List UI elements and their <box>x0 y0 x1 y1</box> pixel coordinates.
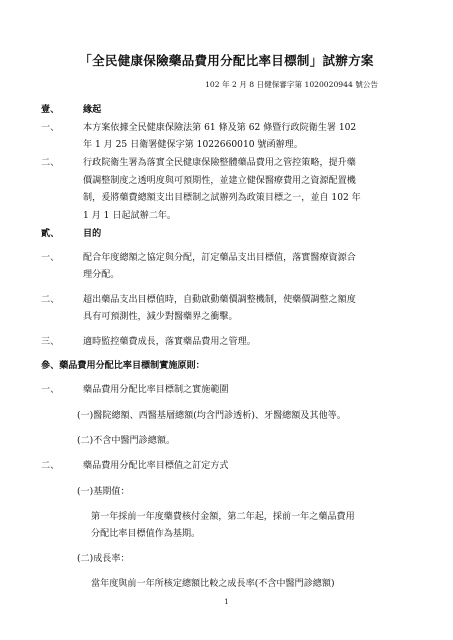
item-number: 三、 <box>41 337 60 347</box>
section-1-number: 壹、 <box>41 104 60 115</box>
paragraph-line: 行政院衛生署為落實全民健康保險整體藥品費用之管控策略，提升藥 <box>83 158 356 168</box>
paragraph-line: (一)醫院總額、西醫基層總額(均含門診透析)、牙醫總額及其他等。 <box>77 411 346 421</box>
paragraph-line: 1 月 1 日起試辦二年。 <box>83 211 176 221</box>
paragraph-line: (二)成長率： <box>77 554 130 564</box>
paragraph-line: 當年度與前一年所核定總額比較之成長率(不含中醫門診總額) <box>91 579 335 589</box>
paragraph-line: 配合年度總額之協定與分配，訂定藥品支出目標值，落實醫療資源合 <box>83 253 356 263</box>
paragraph-line: 分配比率目標值作為基期。 <box>91 529 201 539</box>
paragraph-line: 適時監控藥費成長，落實藥品費用之管理。 <box>83 337 256 347</box>
section-2-title: 目的 <box>83 228 102 239</box>
paragraph-line: 本方案依據全民健康保險法第 61 條及第 62 條暨行政院衛生署 102 <box>83 123 357 133</box>
paragraph-line: 價調整制度之透明度與可預期性，並建立健保醫療費用之資源配置機 <box>83 176 356 186</box>
paragraph-line: 年 1 月 25 日衛署健保字第 1022660010 號函辦理。 <box>83 140 303 150</box>
paragraph-line: 理分配。 <box>83 270 120 280</box>
subsection-title: 藥品費用分配比率目標值之訂定方式 <box>83 461 229 471</box>
paragraph-line: (二)不含中醫門診總額。 <box>77 436 176 446</box>
page-number: 1 <box>224 598 229 606</box>
item-number: 一、 <box>41 253 60 263</box>
section-3-title: 參、藥品費用分配比率目標制實施原則： <box>41 360 205 371</box>
paragraph-line: 第一年採前一年度藥費核付金額，第二年起，採前一年之藥品費用 <box>91 512 355 522</box>
paragraph-line: 具有可預測性，減少對醫藥界之衝擊。 <box>83 312 238 322</box>
announcement-reference: 102 年 2 月 8 日健保審字第 1020020944 號公告 <box>205 80 378 89</box>
section-2-number: 貳、 <box>41 228 60 239</box>
item-number: 一、 <box>41 385 60 395</box>
paragraph-line: 超出藥品支出目標值時，自動啟動藥價調整機制，使藥價調整之額度 <box>83 295 356 305</box>
subsection-title: 藥品費用分配比率目標制之實施範圍 <box>83 385 229 395</box>
item-number: 一、 <box>41 123 60 133</box>
paragraph-line: 制，爰將藥費總額支出目標制之試辦列為政策目標之一，並自 102 年 <box>83 193 361 203</box>
item-number: 二、 <box>41 295 60 305</box>
item-number: 二、 <box>41 461 60 471</box>
item-number: 二、 <box>41 158 60 168</box>
section-1-title: 緣起 <box>83 104 102 115</box>
paragraph-line: (一)基期值： <box>77 487 130 497</box>
document-title: 「全民健康保險藥品費用分配比率目標制」試辦方案 <box>79 53 374 68</box>
